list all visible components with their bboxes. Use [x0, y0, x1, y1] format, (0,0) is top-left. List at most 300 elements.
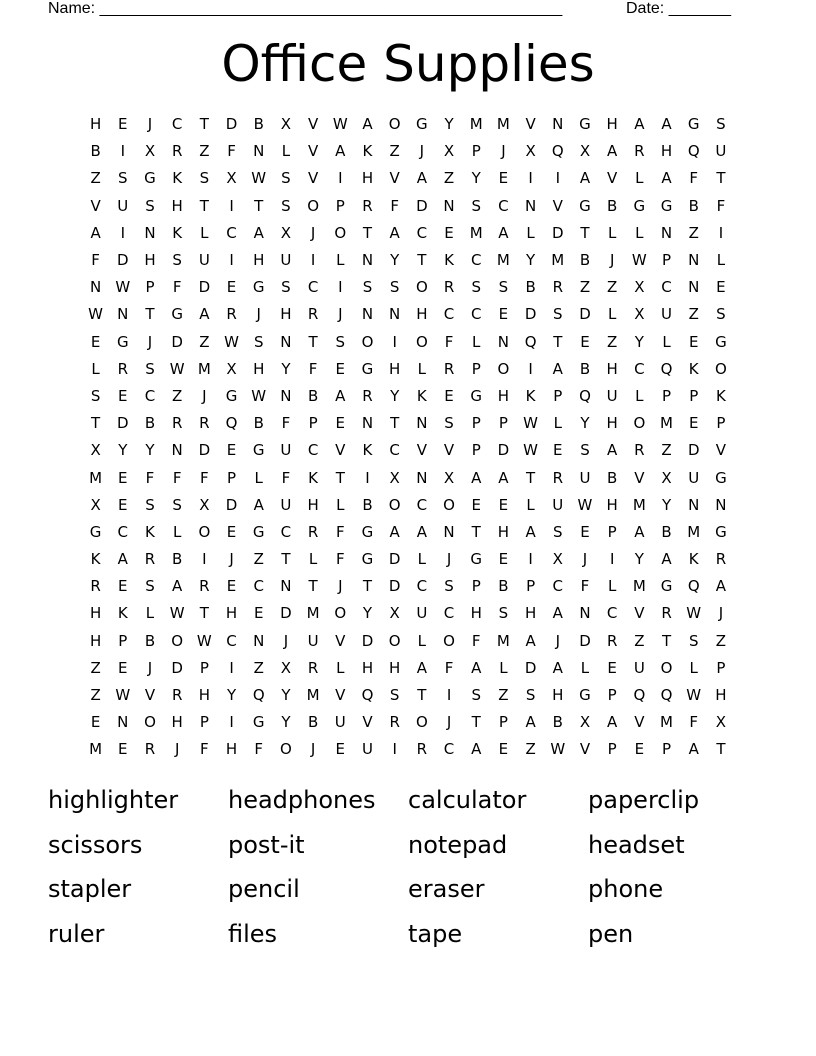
- grid-letter: L: [635, 386, 644, 405]
- grid-letter: A: [634, 115, 645, 134]
- grid-letter: H: [389, 359, 401, 378]
- grid-letter: D: [171, 332, 183, 351]
- grid-letter: H: [171, 196, 183, 215]
- grid-letter: M: [496, 631, 510, 650]
- grid-letter: M: [496, 115, 510, 134]
- grid-letter: S: [145, 359, 155, 378]
- grid-letter: N: [660, 223, 673, 242]
- grid-letter: T: [580, 223, 590, 242]
- grid-letter: G: [361, 359, 374, 378]
- grid-letter: C: [226, 631, 237, 650]
- grid-letter: G: [715, 332, 727, 351]
- grid-letter: N: [171, 441, 183, 460]
- grid-letter: Q: [660, 359, 673, 378]
- grid-letter: T: [199, 115, 209, 134]
- grid-letter: Z: [579, 278, 591, 297]
- grid-letter: G: [687, 115, 700, 134]
- grid-letter: X: [280, 115, 292, 134]
- grid-letter: T: [716, 169, 726, 188]
- grid-letter: U: [280, 251, 292, 270]
- grid-letter: L: [607, 577, 617, 596]
- grid-letter: K: [172, 169, 183, 188]
- grid-letter: I: [338, 278, 343, 297]
- grid-letter: S: [335, 332, 346, 351]
- grid-letter: L: [91, 359, 100, 378]
- grid-letter: E: [580, 332, 590, 351]
- grid-letter: G: [470, 550, 483, 569]
- grid-row: [82, 111, 742, 138]
- grid-letter: J: [446, 550, 452, 569]
- grid-letter: H: [225, 740, 238, 759]
- grid-letter: T: [362, 577, 373, 596]
- grid-letter: R: [362, 196, 373, 215]
- grid-letter: K: [172, 223, 183, 242]
- grid-letter: N: [144, 223, 156, 242]
- grid-letter: S: [281, 196, 291, 215]
- grid-letter: V: [389, 169, 400, 188]
- grid-letter: W: [686, 686, 702, 705]
- grid-letter: T: [417, 686, 427, 705]
- grid-letter: B: [144, 414, 156, 433]
- grid-letter: U: [579, 468, 591, 487]
- grid-letter: H: [144, 251, 156, 270]
- grid-row: [82, 138, 742, 165]
- grid-letter: O: [388, 115, 401, 134]
- grid-letter: C: [117, 522, 129, 541]
- grid-letter: S: [553, 305, 563, 324]
- word-list-item: headset: [588, 830, 685, 859]
- grid-letter: P: [689, 386, 699, 405]
- grid-letter: A: [416, 522, 427, 541]
- grid-letter: L: [417, 359, 427, 378]
- word-list-item: pen: [588, 919, 634, 948]
- grid-letter: S: [498, 278, 509, 297]
- grid-letter: P: [199, 713, 209, 732]
- grid-letter: Z: [688, 223, 699, 242]
- grid-letter: T: [716, 740, 726, 759]
- grid-letter: I: [392, 332, 397, 351]
- grid-letter: G: [579, 686, 591, 705]
- grid-letter: N: [715, 495, 727, 514]
- grid-letter: A: [117, 550, 128, 569]
- grid-letter: S: [389, 278, 400, 297]
- grid-letter: T: [254, 196, 264, 215]
- grid-letter: G: [116, 332, 129, 351]
- grid-letter: A: [389, 522, 400, 541]
- grid-letter: A: [552, 359, 563, 378]
- grid-letter: R: [715, 550, 727, 569]
- grid-letter: N: [443, 196, 455, 215]
- grid-letter: A: [199, 305, 210, 324]
- grid-letter: E: [253, 604, 264, 623]
- grid-letter: D: [416, 196, 428, 215]
- grid-letter: P: [662, 740, 672, 759]
- grid-letter: V: [307, 169, 319, 188]
- grid-letter: A: [607, 441, 618, 460]
- grid-row: [82, 247, 742, 274]
- grid-letter: V: [307, 142, 319, 161]
- grid-letter: Z: [634, 631, 645, 650]
- grid-letter: T: [471, 522, 481, 541]
- grid-letter: X: [90, 495, 101, 514]
- grid-letter: F: [200, 468, 209, 487]
- grid-letter: H: [225, 604, 238, 623]
- grid-letter: P: [553, 386, 563, 405]
- grid-letter: F: [254, 740, 264, 759]
- grid-letter: F: [172, 468, 182, 487]
- grid-letter: O: [307, 196, 319, 215]
- grid-letter: C: [470, 251, 482, 270]
- grid-letter: X: [634, 305, 645, 324]
- grid-letter: V: [416, 441, 427, 460]
- grid-letter: L: [635, 169, 644, 188]
- grid-letter: Y: [281, 686, 291, 705]
- grid-letter: E: [444, 386, 454, 405]
- grid-letter: Z: [199, 142, 210, 161]
- grid-letter: S: [444, 577, 454, 596]
- grid-letter: P: [471, 414, 481, 433]
- grid-letter: O: [388, 631, 401, 650]
- grid-letter: T: [281, 550, 291, 569]
- grid-letter: F: [390, 196, 399, 215]
- grid-letter: Y: [634, 332, 644, 351]
- grid-letter: E: [90, 713, 101, 732]
- grid-letter: K: [444, 251, 454, 270]
- grid-letter: W: [224, 332, 239, 351]
- grid-letter: L: [607, 223, 617, 242]
- grid-letter: O: [415, 278, 428, 297]
- grid-letter: Z: [661, 441, 672, 460]
- grid-letter: P: [118, 631, 128, 650]
- grid-letter: H: [389, 658, 401, 677]
- grid-row: [82, 220, 742, 247]
- grid-letter: F: [689, 713, 699, 732]
- grid-letter: M: [660, 414, 673, 433]
- grid-letter: Z: [688, 305, 699, 324]
- grid-letter: R: [307, 658, 319, 677]
- grid-letter: B: [307, 713, 319, 732]
- grid-letter: T: [308, 332, 318, 351]
- grid-letter: Z: [607, 278, 618, 297]
- grid-letter: X: [443, 468, 455, 487]
- date-field-label: Date: _______: [626, 0, 731, 17]
- grid-letter: U: [661, 305, 673, 324]
- grid-letter: V: [307, 115, 319, 134]
- grid-letter: S: [145, 577, 155, 596]
- grid-letter: I: [365, 468, 370, 487]
- grid-letter: P: [498, 713, 508, 732]
- grid-letter: R: [171, 414, 183, 433]
- grid-letter: Q: [225, 414, 238, 433]
- grid-letter: H: [606, 115, 618, 134]
- grid-letter: E: [716, 278, 726, 297]
- grid-letter: B: [362, 495, 373, 514]
- grid-letter: F: [145, 468, 155, 487]
- grid-letter: T: [526, 468, 536, 487]
- grid-row: [82, 600, 742, 627]
- grid-letter: X: [280, 658, 292, 677]
- grid-letter: I: [120, 142, 125, 161]
- grid-letter: S: [172, 251, 182, 270]
- grid-letter: I: [718, 223, 724, 242]
- grid-letter: A: [253, 223, 264, 242]
- word-list-row: [48, 823, 768, 868]
- word-list-row: [48, 867, 768, 912]
- grid-letter: V: [362, 713, 373, 732]
- grid-letter: G: [361, 550, 374, 569]
- grid-letter: C: [389, 441, 400, 460]
- grid-letter: A: [552, 658, 563, 677]
- grid-letter: W: [169, 604, 185, 623]
- grid-letter: R: [144, 740, 156, 759]
- grid-letter: F: [716, 196, 726, 215]
- grid-letter: W: [686, 604, 702, 623]
- grid-letter: F: [308, 359, 318, 378]
- grid-letter: K: [715, 386, 726, 405]
- grid-letter: L: [607, 305, 617, 324]
- grid-letter: R: [117, 359, 128, 378]
- grid-letter: Y: [471, 169, 481, 188]
- grid-letter: A: [715, 577, 727, 596]
- word-list-item: stapler: [48, 875, 132, 904]
- grid-letter: X: [389, 468, 400, 487]
- grid-letter: A: [498, 468, 509, 487]
- grid-letter: K: [525, 386, 536, 405]
- grid-letter: N: [497, 332, 510, 351]
- grid-letter: N: [579, 604, 591, 623]
- grid-letter: V: [335, 686, 346, 705]
- grid-letter: Y: [661, 495, 672, 514]
- grid-letter: I: [202, 550, 207, 569]
- grid-letter: I: [528, 359, 533, 378]
- grid-letter: F: [91, 251, 100, 270]
- grid-letter: P: [498, 414, 508, 433]
- grid-letter: P: [308, 414, 318, 433]
- grid-letter: L: [526, 223, 535, 242]
- grid-letter: J: [609, 251, 615, 270]
- grid-letter: S: [716, 305, 726, 324]
- grid-letter: S: [498, 604, 509, 623]
- grid-letter: G: [171, 305, 183, 324]
- grid-letter: D: [388, 577, 401, 596]
- grid-row: [82, 682, 742, 709]
- grid-letter: M: [89, 740, 103, 759]
- grid-letter: N: [280, 577, 292, 596]
- grid-letter: C: [606, 604, 618, 623]
- grid-letter: P: [662, 386, 672, 405]
- grid-letter: C: [416, 223, 428, 242]
- grid-letter: E: [226, 522, 237, 541]
- grid-letter: E: [688, 332, 699, 351]
- grid-letter: N: [361, 251, 374, 270]
- grid-letter: N: [253, 142, 265, 161]
- grid-letter: A: [471, 740, 482, 759]
- grid-letter: J: [718, 604, 724, 623]
- grid-letter: T: [91, 414, 101, 433]
- grid-letter: S: [525, 686, 536, 705]
- grid-letter: Z: [172, 386, 183, 405]
- grid-letter: M: [496, 251, 510, 270]
- grid-letter: A: [688, 740, 699, 759]
- grid-row: [82, 492, 742, 519]
- grid-letter: E: [553, 441, 563, 460]
- word-list-row: [48, 778, 768, 823]
- grid-letter: O: [443, 631, 455, 650]
- grid-letter: A: [416, 169, 427, 188]
- grid-letter: N: [117, 305, 129, 324]
- grid-row: [82, 628, 742, 655]
- grid-letter: B: [525, 278, 536, 297]
- grid-letter: Y: [634, 550, 644, 569]
- grid-letter: W: [169, 359, 185, 378]
- grid-letter: R: [552, 468, 563, 487]
- grid-letter: W: [115, 686, 131, 705]
- grid-letter: H: [470, 604, 482, 623]
- grid-letter: F: [281, 468, 291, 487]
- grid-letter: H: [253, 251, 265, 270]
- grid-letter: N: [416, 414, 428, 433]
- grid-letter: E: [118, 495, 128, 514]
- grid-row: [82, 546, 742, 573]
- grid-letter: L: [200, 223, 209, 242]
- grid-letter: M: [660, 713, 673, 732]
- grid-letter: Y: [281, 359, 291, 378]
- grid-letter: M: [469, 115, 483, 134]
- grid-letter: Y: [444, 115, 454, 134]
- grid-letter: E: [118, 740, 128, 759]
- grid-letter: S: [253, 332, 264, 351]
- grid-row: [82, 329, 742, 356]
- grid-letter: D: [198, 278, 211, 297]
- grid-letter: K: [145, 522, 155, 541]
- grid-letter: E: [335, 359, 346, 378]
- grid-letter: U: [280, 441, 292, 460]
- grid-letter: C: [634, 359, 645, 378]
- grid-letter: Y: [580, 414, 590, 433]
- grid-letter: H: [171, 713, 183, 732]
- grid-letter: T: [199, 196, 209, 215]
- grid-letter: H: [198, 686, 210, 705]
- grid-letter: L: [499, 658, 508, 677]
- grid-letter: S: [199, 169, 210, 188]
- grid-letter: H: [89, 631, 102, 650]
- grid-letter: S: [688, 631, 699, 650]
- grid-letter: V: [607, 169, 618, 188]
- grid-letter: L: [526, 495, 535, 514]
- grid-letter: V: [634, 713, 645, 732]
- grid-letter: U: [715, 142, 727, 161]
- grid-letter: J: [229, 550, 234, 569]
- grid-letter: V: [90, 196, 101, 215]
- grid-letter: H: [253, 359, 265, 378]
- grid-letter: P: [716, 658, 726, 677]
- grid-letter: U: [334, 713, 346, 732]
- grid-letter: T: [390, 414, 400, 433]
- grid-letter: C: [470, 305, 482, 324]
- grid-letter: G: [470, 386, 483, 405]
- grid-letter: A: [661, 169, 672, 188]
- grid-letter: U: [280, 495, 292, 514]
- grid-letter: T: [199, 604, 209, 623]
- grid-letter: O: [497, 359, 510, 378]
- grid-letter: G: [252, 713, 265, 732]
- grid-letter: Y: [362, 604, 373, 623]
- grid-letter: C: [280, 522, 292, 541]
- grid-letter: K: [688, 550, 699, 569]
- grid-letter: D: [171, 658, 183, 677]
- grid-letter: E: [498, 550, 509, 569]
- grid-letter: R: [443, 359, 455, 378]
- grid-letter: A: [471, 658, 482, 677]
- grid-letter: K: [90, 550, 101, 569]
- grid-letter: R: [199, 577, 210, 596]
- grid-letter: O: [388, 495, 401, 514]
- grid-letter: R: [634, 441, 645, 460]
- grid-letter: L: [472, 332, 481, 351]
- grid-letter: S: [580, 441, 590, 460]
- grid-letter: L: [336, 495, 345, 514]
- grid-letter: C: [416, 495, 428, 514]
- grid-letter: O: [415, 713, 428, 732]
- grid-letter: L: [281, 142, 291, 161]
- grid-letter: Y: [281, 713, 291, 732]
- grid-letter: L: [308, 550, 318, 569]
- grid-letter: W: [196, 631, 212, 650]
- grid-letter: S: [118, 169, 128, 188]
- grid-letter: P: [471, 441, 481, 460]
- grid-letter: H: [497, 522, 510, 541]
- word-list: [48, 778, 768, 956]
- grid-letter: C: [307, 278, 319, 297]
- word-list-item: notepad: [408, 830, 508, 859]
- grid-letter: D: [117, 414, 129, 433]
- grid-letter: J: [256, 305, 261, 324]
- grid-letter: T: [553, 332, 563, 351]
- grid-letter: T: [145, 305, 155, 324]
- grid-letter: D: [524, 658, 537, 677]
- grid-letter: E: [118, 468, 128, 487]
- grid-letter: G: [225, 386, 238, 405]
- grid-letter: L: [172, 522, 182, 541]
- grid-letter: T: [308, 577, 318, 596]
- grid-letter: J: [338, 305, 343, 324]
- grid-letter: D: [388, 550, 401, 569]
- grid-letter: X: [661, 468, 672, 487]
- grid-letter: H: [524, 604, 537, 623]
- grid-letter: F: [689, 169, 699, 188]
- grid-row: [82, 165, 742, 192]
- grid-letter: R: [90, 577, 101, 596]
- grid-letter: E: [444, 223, 454, 242]
- grid-letter: H: [416, 305, 428, 324]
- grid-letter: U: [416, 604, 428, 623]
- grid-letter: H: [89, 115, 102, 134]
- grid-letter: J: [147, 332, 153, 351]
- grid-letter: G: [361, 522, 374, 541]
- grid-letter: B: [579, 359, 591, 378]
- grid-letter: B: [607, 196, 618, 215]
- grid-letter: E: [226, 577, 237, 596]
- grid-letter: M: [306, 604, 320, 623]
- grid-letter: O: [361, 332, 374, 351]
- grid-letter: C: [552, 577, 564, 596]
- grid-letter: L: [417, 631, 427, 650]
- grid-letter: V: [634, 468, 645, 487]
- grid-letter: S: [362, 278, 373, 297]
- grid-letter: J: [310, 223, 316, 242]
- grid-letter: A: [498, 223, 509, 242]
- grid-letter: Y: [145, 441, 155, 460]
